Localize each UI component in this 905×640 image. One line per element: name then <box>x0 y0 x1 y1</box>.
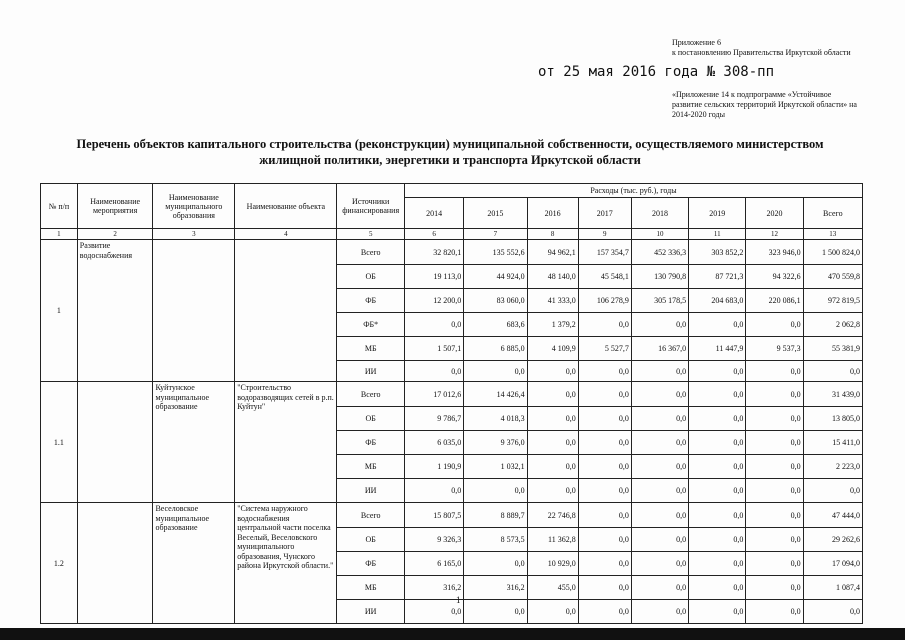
value-cell: 2 062,8 <box>803 313 862 337</box>
value-cell: 15 411,0 <box>803 431 862 455</box>
value-cell: 17 012,6 <box>404 382 463 407</box>
value-cell: 0,0 <box>527 361 578 382</box>
appendix-note <box>672 38 851 58</box>
value-cell: 0,0 <box>578 455 631 479</box>
value-cell: 15 807,5 <box>404 503 463 528</box>
source-cell: МБ <box>337 455 404 479</box>
value-cell: 0,0 <box>578 528 631 552</box>
objects-table <box>40 183 863 624</box>
subprogram-line-2: развитие сельских территорий Иркутской области» на <box>672 100 857 109</box>
value-cell: 1 032,1 <box>464 455 527 479</box>
source-cell: ФБ* <box>337 313 404 337</box>
source-cell: ФБ <box>337 552 404 576</box>
value-cell: 157 354,7 <box>578 240 631 265</box>
col-year-header: 2019 <box>689 198 746 229</box>
col-index-cell: 6 <box>404 229 463 240</box>
value-cell: 0,0 <box>631 528 688 552</box>
col-index-cell: 5 <box>337 229 404 240</box>
col-event-header: Наименование мероприятия <box>77 184 153 229</box>
value-cell: 0,0 <box>689 382 746 407</box>
value-cell: 9 376,0 <box>464 431 527 455</box>
appendix-line-1: Приложение 6 <box>672 38 721 47</box>
col-index-cell: 4 <box>235 229 337 240</box>
value-cell: 47 444,0 <box>803 503 862 528</box>
col-index-cell: 10 <box>631 229 688 240</box>
value-cell: 0,0 <box>746 503 803 528</box>
value-cell: 683,6 <box>464 313 527 337</box>
value-cell: 0,0 <box>527 431 578 455</box>
table-row <box>41 382 863 407</box>
value-cell: 9 326,3 <box>404 528 463 552</box>
group-num-cell: 1.2 <box>41 503 78 624</box>
col-index-cell: 1 <box>41 229 78 240</box>
value-cell: 0,0 <box>527 382 578 407</box>
col-expenses-header: Расходы (тыс. руб.), годы <box>404 184 862 198</box>
col-year-header: 2014 <box>404 198 463 229</box>
value-cell: 452 336,3 <box>631 240 688 265</box>
value-cell: 204 683,0 <box>689 289 746 313</box>
value-cell: 41 333,0 <box>527 289 578 313</box>
value-cell: 0,0 <box>404 600 463 624</box>
value-cell: 0,0 <box>578 407 631 431</box>
value-cell: 14 426,4 <box>464 382 527 407</box>
value-cell: 0,0 <box>803 361 862 382</box>
value-cell: 0,0 <box>746 455 803 479</box>
group-event-cell <box>77 503 153 624</box>
value-cell: 135 552,6 <box>464 240 527 265</box>
value-cell: 55 381,9 <box>803 337 862 361</box>
source-cell: МБ <box>337 576 404 600</box>
col-year-header: 2016 <box>527 198 578 229</box>
value-cell: 6 885,0 <box>464 337 527 361</box>
decree-date: от 25 мая 2016 года № 308-пп <box>538 64 775 80</box>
title-line-1: Перечень объектов капитального строительства (реконструкции) муниципальной собственности, осуществляемого министерством <box>76 137 824 151</box>
group-municipality-cell: Куйтунское муниципальное образование <box>153 382 235 503</box>
value-cell: 4 109,9 <box>527 337 578 361</box>
source-cell: ИИ <box>337 361 404 382</box>
value-cell: 0,0 <box>746 407 803 431</box>
value-cell: 0,0 <box>631 431 688 455</box>
value-cell: 94 962,1 <box>527 240 578 265</box>
value-cell: 0,0 <box>689 600 746 624</box>
value-cell: 22 746,8 <box>527 503 578 528</box>
value-cell: 32 820,1 <box>404 240 463 265</box>
value-cell: 0,0 <box>404 313 463 337</box>
col-index-cell: 13 <box>803 229 862 240</box>
source-cell: ФБ <box>337 289 404 313</box>
value-cell: 0,0 <box>689 576 746 600</box>
value-cell: 0,0 <box>746 382 803 407</box>
col-index-cell: 7 <box>464 229 527 240</box>
value-cell: 0,0 <box>689 552 746 576</box>
value-cell: 1 379,2 <box>527 313 578 337</box>
subprogram-line-1: «Приложение 14 к подпрограмме «Устойчивое <box>672 90 832 99</box>
value-cell: 0,0 <box>464 361 527 382</box>
value-cell: 0,0 <box>689 528 746 552</box>
value-cell: 1 190,9 <box>404 455 463 479</box>
group-municipality-cell: Веселовское муниципальное образование <box>153 503 235 624</box>
source-cell: ИИ <box>337 600 404 624</box>
value-cell: 0,0 <box>631 479 688 503</box>
value-cell: 0,0 <box>746 552 803 576</box>
appendix-line-2: к постановлению Правительства Иркутской области <box>672 48 851 57</box>
subprogram-line-3: 2014-2020 годы <box>672 110 725 119</box>
col-municipality-header: Наименование муниципального образования <box>153 184 235 229</box>
value-cell: 0,0 <box>578 479 631 503</box>
value-cell: 305 178,5 <box>631 289 688 313</box>
value-cell: 0,0 <box>404 361 463 382</box>
value-cell: 0,0 <box>746 313 803 337</box>
group-num-cell: 1 <box>41 240 78 382</box>
source-cell: ОБ <box>337 265 404 289</box>
value-cell: 0,0 <box>746 479 803 503</box>
value-cell: 0,0 <box>631 576 688 600</box>
group-num-cell: 1.1 <box>41 382 78 503</box>
col-index-cell: 11 <box>689 229 746 240</box>
value-cell: 8 573,5 <box>464 528 527 552</box>
value-cell: 455,0 <box>527 576 578 600</box>
value-cell: 8 889,7 <box>464 503 527 528</box>
col-year-header: 2020 <box>746 198 803 229</box>
value-cell: 5 527,7 <box>578 337 631 361</box>
value-cell: 0,0 <box>464 600 527 624</box>
value-cell: 0,0 <box>631 503 688 528</box>
value-cell: 470 559,8 <box>803 265 862 289</box>
value-cell: 0,0 <box>578 552 631 576</box>
value-cell: 29 262,6 <box>803 528 862 552</box>
table-row <box>41 240 863 265</box>
source-cell: ФБ <box>337 431 404 455</box>
value-cell: 0,0 <box>464 552 527 576</box>
value-cell: 0,0 <box>631 382 688 407</box>
value-cell: 0,0 <box>578 361 631 382</box>
value-cell: 9 537,3 <box>746 337 803 361</box>
group-object-cell <box>235 240 337 382</box>
source-cell: Всего <box>337 240 404 265</box>
value-cell: 0,0 <box>746 528 803 552</box>
value-cell: 11 447,9 <box>689 337 746 361</box>
col-index-cell: 9 <box>578 229 631 240</box>
source-cell: ОБ <box>337 528 404 552</box>
source-cell: ОБ <box>337 407 404 431</box>
value-cell: 12 200,0 <box>404 289 463 313</box>
value-cell: 0,0 <box>689 479 746 503</box>
page-number: 1 <box>456 595 461 605</box>
value-cell: 48 140,0 <box>527 265 578 289</box>
value-cell: 0,0 <box>631 407 688 431</box>
group-municipality-cell <box>153 240 235 382</box>
value-cell: 0,0 <box>746 576 803 600</box>
value-cell: 4 018,3 <box>464 407 527 431</box>
value-cell: 0,0 <box>689 361 746 382</box>
value-cell: 1 500 824,0 <box>803 240 862 265</box>
value-cell: 972 819,5 <box>803 289 862 313</box>
value-cell: 6 035,0 <box>404 431 463 455</box>
col-year-header: 2017 <box>578 198 631 229</box>
value-cell: 1 507,1 <box>404 337 463 361</box>
value-cell: 303 852,2 <box>689 240 746 265</box>
source-cell: Всего <box>337 503 404 528</box>
value-cell: 2 223,0 <box>803 455 862 479</box>
value-cell: 0,0 <box>803 479 862 503</box>
value-cell: 0,0 <box>631 600 688 624</box>
group-event-cell: Развитие водоснабжения <box>77 240 153 382</box>
value-cell: 1 087,4 <box>803 576 862 600</box>
value-cell: 0,0 <box>689 503 746 528</box>
value-cell: 0,0 <box>527 600 578 624</box>
value-cell: 0,0 <box>631 455 688 479</box>
value-cell: 0,0 <box>689 431 746 455</box>
value-cell: 130 790,8 <box>631 265 688 289</box>
value-cell: 0,0 <box>631 552 688 576</box>
table-row <box>41 503 863 528</box>
value-cell: 87 721,3 <box>689 265 746 289</box>
col-year-header: 2018 <box>631 198 688 229</box>
value-cell: 0,0 <box>578 431 631 455</box>
value-cell: 0,0 <box>746 600 803 624</box>
header-row-1 <box>41 184 863 198</box>
value-cell: 316,2 <box>464 576 527 600</box>
value-cell: 0,0 <box>404 479 463 503</box>
value-cell: 17 094,0 <box>803 552 862 576</box>
value-cell: 323 946,0 <box>746 240 803 265</box>
value-cell: 0,0 <box>527 479 578 503</box>
value-cell: 94 322,6 <box>746 265 803 289</box>
value-cell: 0,0 <box>578 576 631 600</box>
value-cell: 0,0 <box>578 503 631 528</box>
value-cell: 0,0 <box>527 455 578 479</box>
value-cell: 83 060,0 <box>464 289 527 313</box>
value-cell: 16 367,0 <box>631 337 688 361</box>
document-title <box>40 136 860 168</box>
value-cell: 0,0 <box>689 313 746 337</box>
value-cell: 19 113,0 <box>404 265 463 289</box>
value-cell: 11 362,8 <box>527 528 578 552</box>
value-cell: 0,0 <box>803 600 862 624</box>
value-cell: 45 548,1 <box>578 265 631 289</box>
value-cell: 106 278,9 <box>578 289 631 313</box>
value-cell: 10 929,0 <box>527 552 578 576</box>
value-cell: 316,2 <box>404 576 463 600</box>
value-cell: 0,0 <box>464 479 527 503</box>
value-cell: 6 165,0 <box>404 552 463 576</box>
value-cell: 0,0 <box>746 361 803 382</box>
value-cell: 31 439,0 <box>803 382 862 407</box>
col-num-header: № п/п <box>41 184 78 229</box>
header-row-index <box>41 229 863 240</box>
group-event-cell <box>77 382 153 503</box>
source-cell: МБ <box>337 337 404 361</box>
value-cell: 13 805,0 <box>803 407 862 431</box>
value-cell: 0,0 <box>578 382 631 407</box>
col-index-cell: 8 <box>527 229 578 240</box>
value-cell: 0,0 <box>689 455 746 479</box>
value-cell: 44 924,0 <box>464 265 527 289</box>
value-cell: 9 786,7 <box>404 407 463 431</box>
value-cell: 220 086,1 <box>746 289 803 313</box>
col-year-header: 2015 <box>464 198 527 229</box>
source-cell: ИИ <box>337 479 404 503</box>
source-cell: Всего <box>337 382 404 407</box>
value-cell: 0,0 <box>578 313 631 337</box>
value-cell: 0,0 <box>631 361 688 382</box>
col-index-cell: 2 <box>77 229 153 240</box>
value-cell: 0,0 <box>631 313 688 337</box>
subprogram-note <box>672 90 872 120</box>
value-cell: 0,0 <box>689 407 746 431</box>
value-cell: 0,0 <box>527 407 578 431</box>
col-object-header: Наименование объекта <box>235 184 337 229</box>
col-sources-header: Источники финансирования <box>337 184 404 229</box>
value-cell: 0,0 <box>746 431 803 455</box>
col-index-cell: 12 <box>746 229 803 240</box>
group-object-cell: "Система наружного водоснабжения центральной части поселка Веселый, Веселовского муниципального образования, Чунского района Иркутской области." <box>235 503 337 624</box>
group-object-cell: "Строительство водоразводящих сетей в р.п. Куйтун" <box>235 382 337 503</box>
value-cell: 0,0 <box>578 600 631 624</box>
col-year-header: Всего <box>803 198 862 229</box>
title-line-2: жилищной политики, энергетики и транспорта Иркутской области <box>259 153 641 167</box>
col-index-cell: 3 <box>153 229 235 240</box>
scan-edge <box>0 628 905 640</box>
